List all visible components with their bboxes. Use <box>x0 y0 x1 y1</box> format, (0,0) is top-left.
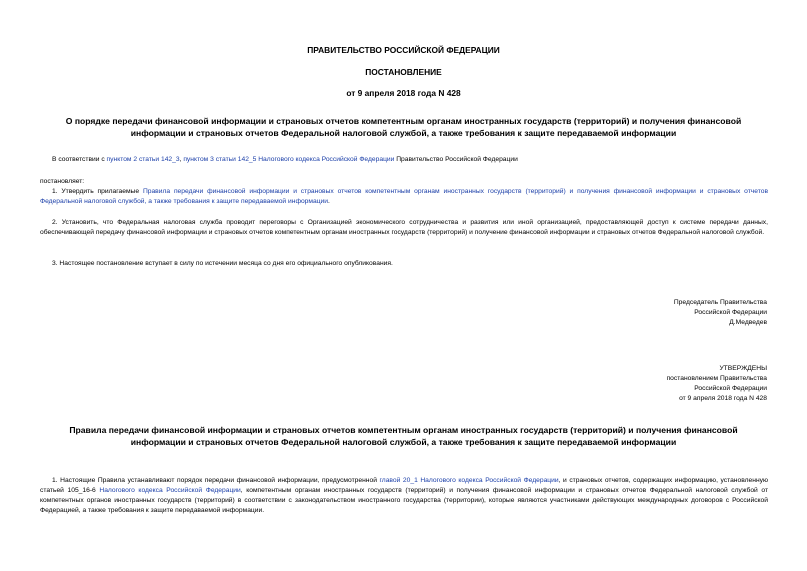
approval-block <box>517 364 767 404</box>
link-tax-code[interactable]: Налогового кодекса Российской Федерации <box>99 487 241 494</box>
signature-name: Д.Медведев <box>729 319 767 326</box>
item-3: 3. Настоящее постановление вступает в силу по истечении месяца со дня его официального опубликования. <box>52 260 393 267</box>
preamble <box>40 155 768 165</box>
approval-line2: постановлением Правительства <box>666 375 767 382</box>
link-article-142-5[interactable]: пунктом 3 статьи 142_5 Налогового кодекса Российской Федерации <box>183 156 395 163</box>
rules-item-1-text: 1. Настоящие Правила устанавливают порядок передачи финансовой информации, предусмотренной <box>52 477 380 484</box>
preamble-text: В соответствии с <box>52 156 107 163</box>
approval-line3: Российской Федерации <box>694 385 767 392</box>
approval-date: от 9 апреля 2018 года N 428 <box>679 395 767 402</box>
rules-title-line2: информации и страновых отчетов Федеральной налоговой службой, а также требования к защите передаваемой информации <box>130 437 677 447</box>
document-title-line1: О порядке передачи финансовой информации и страновых отчетов компетентным органам иностранных государств (территорий) и получения финансовой <box>65 116 742 126</box>
link-chapter-20-1[interactable]: главой 20_1 Налогового кодекса Российской Федерации <box>379 477 559 484</box>
government-heading: ПРАВИТЕЛЬСТВО РОССИЙСКОЙ ФЕДЕРАЦИИ <box>307 45 500 55</box>
rules-title-line1: Правила передачи финансовой информации и страновых отчетов компетентным органам иностранных государств (территорий) и получения финансовой <box>69 425 738 435</box>
item-1-text: 1. Утвердить прилагаемые <box>52 188 143 195</box>
rules-item-1-text-2: , и страновых отчетов, содержащих информацию, установленную статьей 105_16-6 <box>40 477 768 494</box>
signature-block <box>517 298 767 328</box>
rules-item-1-text-3: , компетентным органам иностранных государств (территорий) и получения финансовой информации и страновых отчетов Федеральной налоговой службой от компетентных органов иностранных государств (территорий) в соответствии с законодательством иностранного государства (территории), которые являются участниками действующих международных договоров с Российской Федерацией, а также требования к защите передаваемой информации. <box>40 487 769 514</box>
document-type: ПОСТАНОВЛЕНИЕ <box>365 67 442 77</box>
preamble-separator: , <box>179 156 184 163</box>
link-rules[interactable]: Правила передачи финансовой информации и страновых отчетов компетентным органам иностранных государств (территорий) и получения финансовой информации и страновых отчетов Федеральной налоговой службой, а также требования к защите передаваемой информации <box>40 188 769 205</box>
preamble-text-end: Правительство Российской Федерации <box>394 156 518 163</box>
document-title <box>40 115 767 139</box>
item-2: 2. Установить, что Федеральная налоговая служба проводит переговоры с Организацией экономического сотрудничества и развития или иной организацией, предоставляющей доступ к системе передачи данных, обеспечивающей передачу финансовой информации и страновых отчетов компетентным органам иностранных государств (территорий) и получение финансовой информации и страновых отчетов Федеральной налоговой службой. <box>40 219 768 236</box>
rules-item-1 <box>40 476 768 516</box>
item-1 <box>40 187 768 207</box>
signature-country: Российской Федерации <box>694 309 767 316</box>
approval-label: УТВЕРЖДЕНЫ <box>719 365 767 372</box>
rules-title <box>40 424 767 448</box>
document-date-number: от 9 апреля 2018 года N 428 <box>346 88 461 98</box>
signature-position: Председатель Правительства <box>673 299 767 306</box>
link-article-142-3[interactable]: пунктом 2 статьи 142_3 <box>106 156 180 163</box>
decides-text: постановляет: <box>40 178 85 185</box>
document-title-line2: информации и страновых отчетов Федеральной налоговой службой, а также требования к защите передаваемой информации <box>130 128 677 138</box>
item-1-text-end: . <box>328 198 330 205</box>
